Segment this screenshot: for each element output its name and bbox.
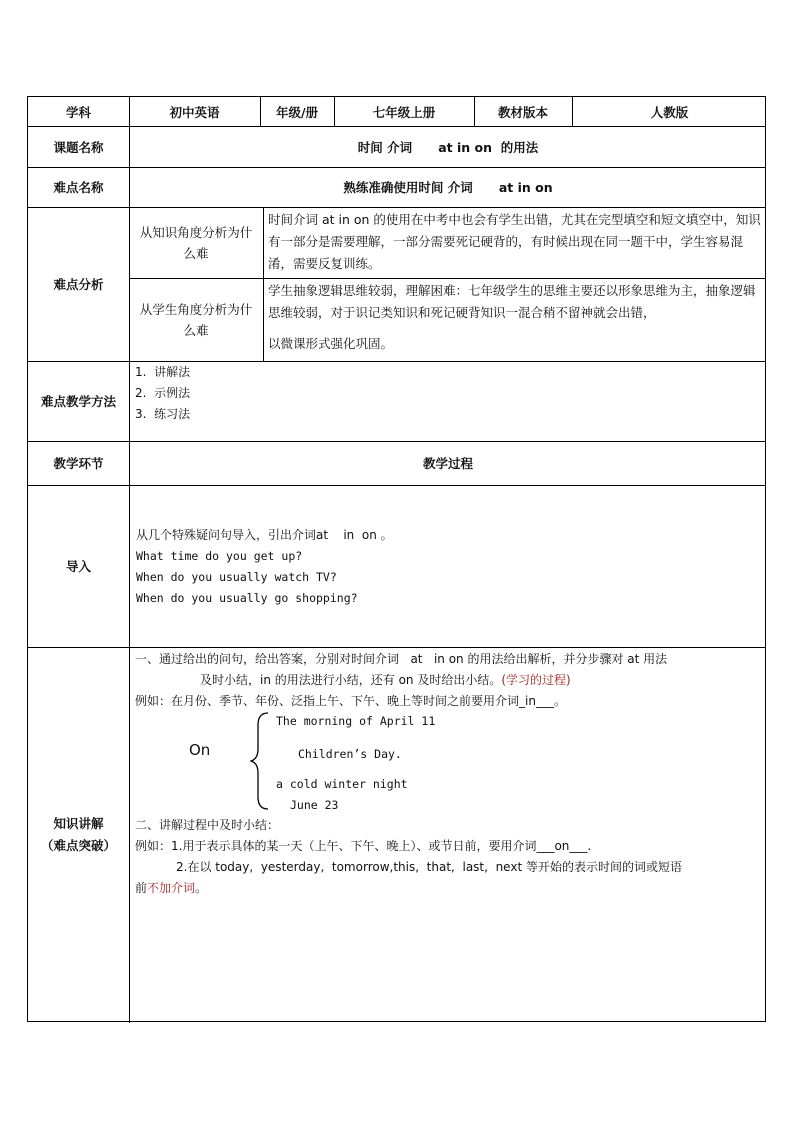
column-divider <box>129 97 130 1023</box>
intro-line: What time do you get up? <box>136 549 303 563</box>
curly-brace-icon <box>250 711 272 811</box>
topic-value: 时间 介词 at in on 的用法 <box>357 140 539 155</box>
row-divider <box>28 647 765 648</box>
difficulty-label: 难点名称 <box>53 180 104 195</box>
brace-item: The morning of April 11 <box>276 714 436 728</box>
grade-value: 七年级上册 <box>372 105 436 120</box>
row-divider <box>28 485 765 486</box>
methods-label: 难点教学方法 <box>40 394 116 409</box>
brace-item: Children’s Day. <box>298 747 402 761</box>
knowledge-angle-label: 从知识角度分析为什么难 <box>139 224 253 261</box>
brace-item: a cold winter night <box>276 777 408 791</box>
intro-line: When do you usually go shopping? <box>136 591 358 605</box>
method-item: 3. 练习法 <box>135 407 191 421</box>
subject-label: 学科 <box>65 105 91 120</box>
difficulty-value: 熟练准确使用时间 介词 at in on <box>343 180 553 195</box>
knowledge-paragraph-1b <box>200 670 571 691</box>
edition-label: 教材版本 <box>497 105 548 120</box>
rule-1: 例如：1.用于表示具体的某一天（上午、下午、晚上）、或节日前，要用介词___on___. <box>135 839 592 853</box>
no-preposition-note: 不加介词 <box>147 881 196 895</box>
example-line: 例如：在月份、季节、年份、泛指上午、下午、晚上等时间之前要用介词_in___。 <box>135 694 566 708</box>
intro-line: 从几个特殊疑问句导入，引出介词at in on 。 <box>136 528 393 542</box>
rule-2-continued <box>135 878 207 899</box>
knowledge-paragraph-1b-text: 及时小结，in 的用法进行小结，还有 on 及时给出小结。 <box>200 673 502 687</box>
process-stage-label: 教学环节 <box>53 456 104 471</box>
student-angle-label: 从学生角度分析为什么难 <box>139 301 253 338</box>
rule-2-post: 。 <box>195 881 208 895</box>
section-2-heading: 二、讲解过程中及时小结： <box>135 818 280 832</box>
rule-2-pre: 前 <box>135 881 148 895</box>
knowledge-angle-text: 时间介词 at in on 的使用在中考中也会有学生出错，尤其在完型填空和短文填空中，知识有一部分是需要理解，一部分需要死记硬背的，有时候出现在同一题干中，学生容易混淆，需要反复训练。 <box>268 212 761 271</box>
analysis-label: 难点分析 <box>53 277 104 292</box>
learning-process-note: (学习的过程) <box>501 673 571 687</box>
brace-item: June 23 <box>290 798 339 812</box>
edition-value: 人教版 <box>650 105 689 120</box>
intro-line: When do you usually watch TV? <box>136 570 337 584</box>
student-angle-text: 学生抽象逻辑思维较弱，理解困难：七年级学生的思维主要还以形象思维为主，抽象逻辑思维较弱，对于识记类知识和死记硬背知识一混合稍不留神就会出错， <box>268 283 756 320</box>
knowledge-label <box>28 647 129 1023</box>
process-label: 教学过程 <box>422 456 473 471</box>
subject-value: 初中英语 <box>169 105 220 120</box>
column-divider <box>263 207 264 362</box>
method-item: 1. 讲解法 <box>135 365 191 379</box>
lesson-plan-table <box>27 96 766 1022</box>
knowledge-paragraph-1: 一、通过给出的问句，给出答案，分别对时间介词 at in on 的用法给出解析，并分步骤对 at 用法 <box>135 652 668 666</box>
student-angle-text-2: 以微课形式强化巩固。 <box>268 336 394 351</box>
method-item: 2. 示例法 <box>135 386 191 400</box>
rule-2: 2.在以 today, yesterday, tomorrow,this, that, last, next 等开始的表示时间的词或短语 <box>176 860 682 874</box>
knowledge-label-line2: （难点突破） <box>40 838 116 853</box>
topic-label: 课题名称 <box>53 140 104 155</box>
brace-word: On <box>189 741 211 759</box>
intro-label: 导入 <box>65 559 91 574</box>
grade-label: 年级/册 <box>275 105 319 120</box>
knowledge-label-line1: 知识讲解 <box>53 816 104 831</box>
